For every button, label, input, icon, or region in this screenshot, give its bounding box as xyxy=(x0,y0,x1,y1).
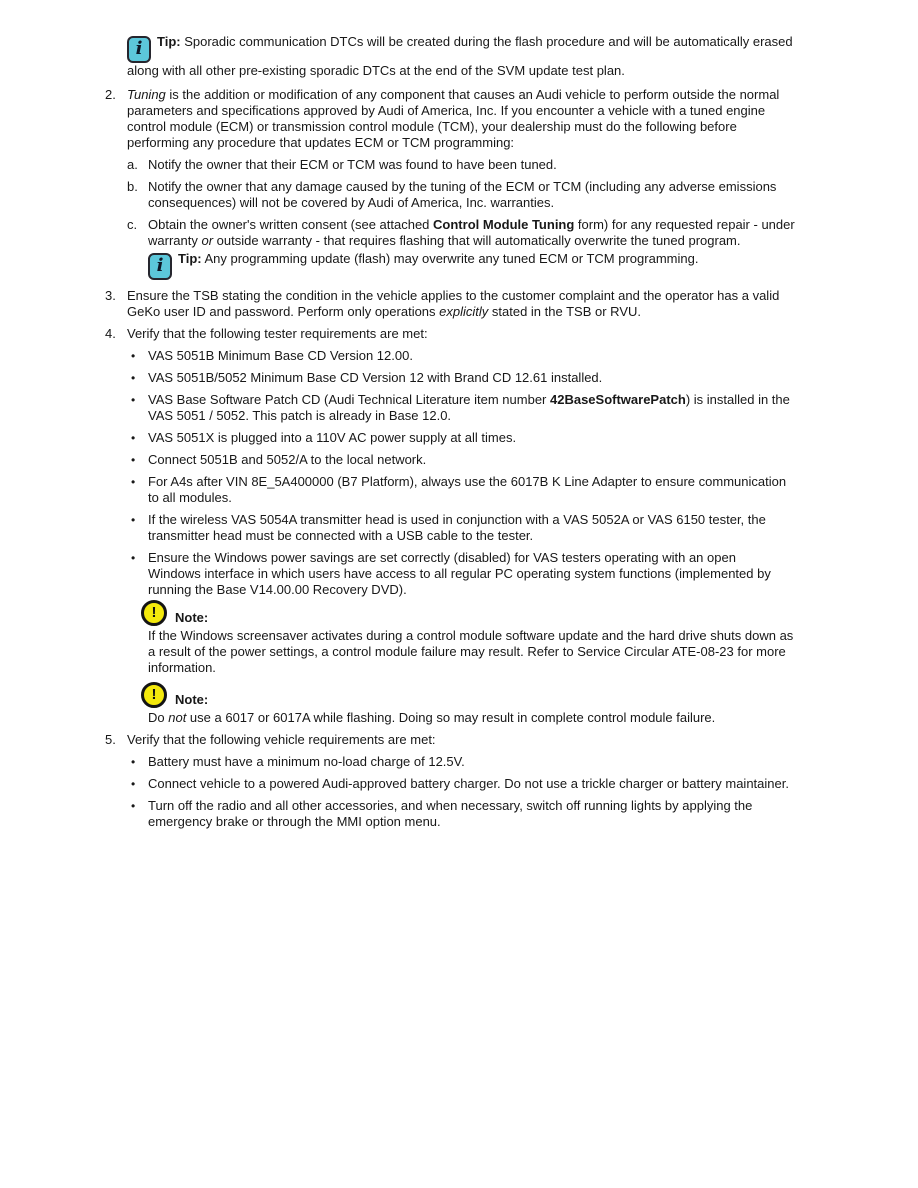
lettered-item-a xyxy=(105,157,810,173)
item-letter: c. xyxy=(127,217,138,232)
bullet-marker: • xyxy=(131,349,136,363)
bullet-marker: • xyxy=(131,475,136,489)
item-text: Ensure the TSB stating the condition in the vehicle applies to the customer complaint and the operator has a valid GeKo user ID and password. Perform only operations explicitly stated in the TSB or RVU. xyxy=(127,288,780,319)
note-callout xyxy=(105,682,810,726)
bullet-item xyxy=(105,776,810,792)
bullet-text: Turn off the radio and all other accessories, and when necessary, switch off running lights by applying the emergency brake or through the MMI option menu. xyxy=(148,798,753,829)
lettered-item-b xyxy=(105,179,810,211)
bullet-item xyxy=(105,474,810,506)
numbered-item-2 xyxy=(105,87,810,151)
bullet-text: Battery must have a minimum no-load charge of 12.5V. xyxy=(148,754,465,769)
bullet-item xyxy=(105,370,810,386)
item-text: Notify the owner that their ECM or TCM was found to have been tuned. xyxy=(148,157,557,172)
item-text: Tuning is the addition or modification of any component that causes an Audi vehicle to perform outside the normal parameters and specifications approved by Audi of America, Inc. If you encounter a vehicle with a tuned engine control module (ECM) or transmission control module (TCM), your dealership must do the following before performing any procedure that updates ECM or TCM programming: xyxy=(127,87,780,150)
bullet-marker: • xyxy=(131,453,136,467)
note-header xyxy=(141,600,810,626)
bullet-text: VAS 5051B Minimum Base CD Version 12.00. xyxy=(148,348,413,363)
bullet-text: Connect 5051B and 5052/A to the local network. xyxy=(148,452,427,467)
bullet-marker: • xyxy=(131,777,136,791)
item-text: Obtain the owner's written consent (see attached Control Module Tuning form) for any requested repair - under warranty or outside warranty - that requires flashing that will automatically overwrite the tuned program. xyxy=(148,217,795,248)
bullet-text: For A4s after VIN 8E_5A400000 (B7 Platform), always use the 6017B K Line Adapter to ensure communication to all modules. xyxy=(148,474,787,505)
bullet-item xyxy=(105,430,810,446)
alert-icon: ! xyxy=(141,600,167,626)
bullet-item xyxy=(105,798,810,830)
bullet-text: If the wireless VAS 5054A transmitter head is used in conjunction with a VAS 5052A or VAS 6150 tester, the transmitter head must be connected with a USB cable to the tester. xyxy=(148,512,766,543)
item-number: 4. xyxy=(105,326,116,341)
item-letter: a. xyxy=(127,157,138,172)
bullet-marker: • xyxy=(131,371,136,385)
bullet-marker: • xyxy=(131,755,136,769)
note-text: If the Windows screensaver activates during a control module software update and the hard drive shuts down as a result of the power settings, a control module failure may result. Refer to Service Circular ATE-08-23 for more information. xyxy=(148,628,794,675)
bullet-marker: • xyxy=(131,431,136,445)
info-icon: i xyxy=(127,36,151,63)
bullet-item xyxy=(105,754,810,770)
tip-callout xyxy=(105,251,808,280)
tip-text: Tip: Any programming update (flash) may overwrite any tuned ECM or TCM programming. xyxy=(178,251,699,266)
item-text: Verify that the following vehicle requirements are met: xyxy=(127,732,436,747)
bullet-marker: • xyxy=(131,799,136,813)
item-text: Notify the owner that any damage caused by the tuning of the ECM or TCM (including any adverse emissions consequences) will not be covered by Audi of America, Inc. warranties. xyxy=(148,179,777,210)
bullet-item xyxy=(105,452,810,468)
tip-callout xyxy=(105,34,809,79)
item-number: 3. xyxy=(105,288,116,303)
note-text: Do not use a 6017 or 6017A while flashing. Doing so may result in complete control module failure. xyxy=(148,710,716,725)
bullet-text: VAS 5051B/5052 Minimum Base CD Version 12 with Brand CD 12.61 installed. xyxy=(148,370,603,385)
note-callout xyxy=(105,600,810,676)
bullet-text: Ensure the Windows power savings are set correctly (disabled) for VAS testers operating with an open Windows interface in which users have access to all regular PC operating system functions (implemented by running the Base V14.00.00 Recovery DVD). xyxy=(148,550,771,597)
bullet-item xyxy=(105,550,810,598)
bullet-marker: • xyxy=(131,513,136,527)
note-label: Note: xyxy=(175,692,209,707)
alert-icon: ! xyxy=(141,682,167,708)
numbered-item-5 xyxy=(105,732,810,748)
item-number: 2. xyxy=(105,87,116,102)
info-icon: i xyxy=(148,253,172,280)
bullet-item xyxy=(105,348,810,364)
item-text: Verify that the following tester requirements are met: xyxy=(127,326,428,341)
item-number: 5. xyxy=(105,732,116,747)
note-label: Note: xyxy=(175,610,209,625)
tip-text: Tip: Sporadic communication DTCs will be created during the flash procedure and will be automatically erased along with all other pre-existing sporadic DTCs at the end of the SVM update test plan. xyxy=(127,34,793,78)
bullet-text: Connect vehicle to a powered Audi-approved battery charger. Do not use a trickle charger or battery maintainer. xyxy=(148,776,789,791)
bullet-text: VAS 5051X is plugged into a 110V AC power supply at all times. xyxy=(148,430,517,445)
bullet-item xyxy=(105,512,810,544)
numbered-item-4 xyxy=(105,326,810,342)
document-page xyxy=(105,34,810,836)
lettered-item-c xyxy=(105,217,810,249)
bullet-text: VAS Base Software Patch CD (Audi Technical Literature item number 42BaseSoftwarePatch) is installed in the VAS 5051 / 5052. This patch is already in Base 12.0. xyxy=(148,392,790,423)
bullet-item xyxy=(105,392,810,424)
bullet-marker: • xyxy=(131,551,136,565)
note-header xyxy=(141,682,810,708)
numbered-item-3 xyxy=(105,288,810,320)
item-letter: b. xyxy=(127,179,138,194)
bullet-marker: • xyxy=(131,393,136,407)
